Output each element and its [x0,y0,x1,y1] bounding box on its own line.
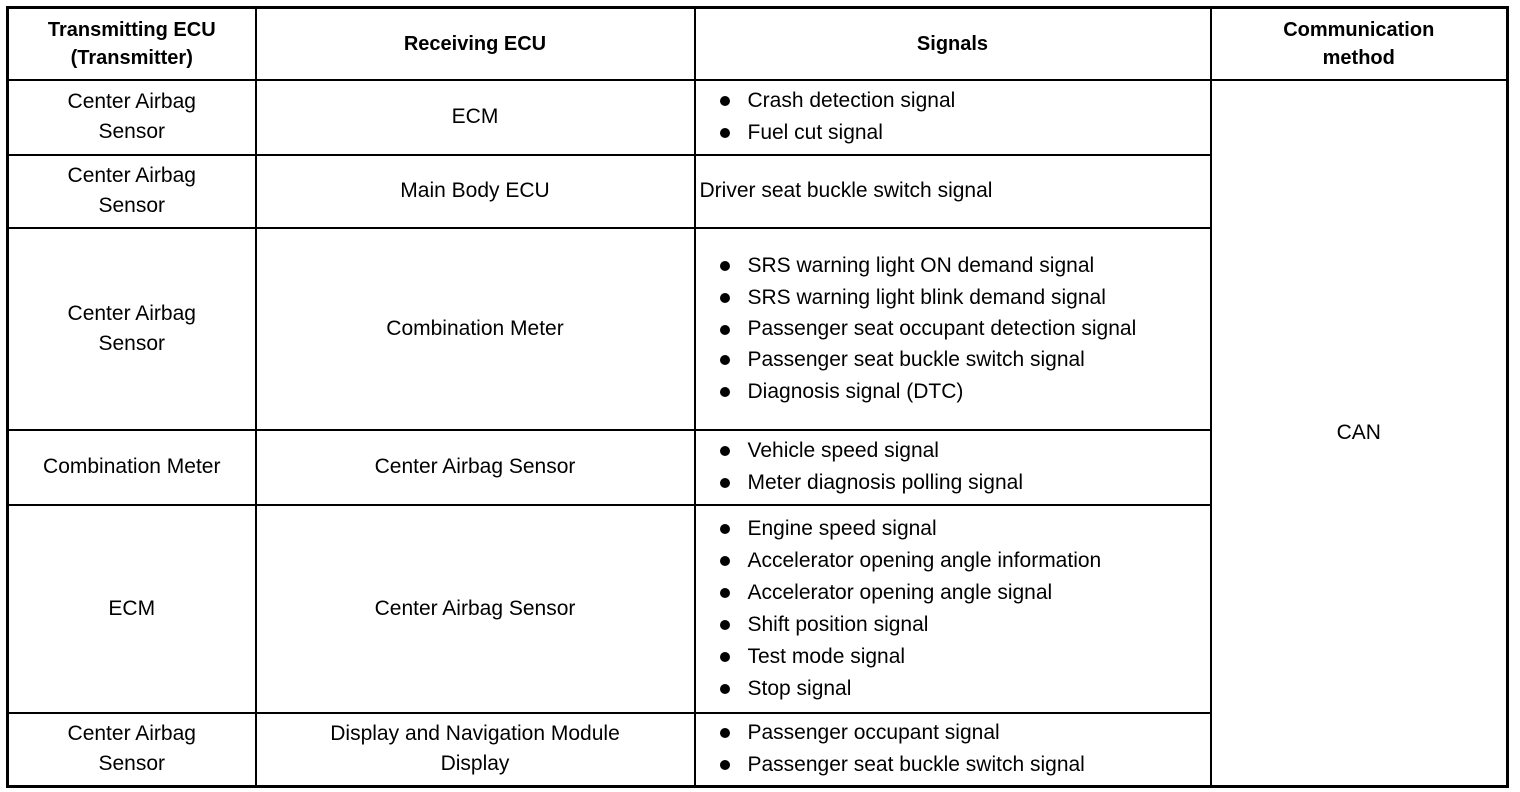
transmitter-line: Sensor [98,752,166,776]
signal-item [710,282,1210,314]
bullet-icon [720,556,730,566]
header-receiving-ecu: Receiving ECU [256,8,695,80]
header-transmitting-line1: Transmitting ECU [47,18,216,41]
signal-text: Stop signal [747,676,852,700]
receiver-line: Display and Navigation Module [330,722,620,746]
bullet-icon [720,128,730,138]
transmitter-line: Center Airbag [67,722,196,746]
header-method-line1: Communication [1283,18,1435,41]
header-transmitting-line2: (Transmitter) [70,46,193,69]
signal-list [696,435,1210,499]
signals-cell [695,80,1211,155]
signal-text: Passenger seat buckle switch signal [747,347,1085,371]
bullet-icon [720,588,730,598]
signal-item [710,717,1210,749]
receiver-cell [256,713,695,787]
receiver-cell: Center Airbag Sensor [256,505,695,713]
transmitter-cell [8,155,256,228]
transmitter-line: Sensor [98,120,166,143]
transmitter-cell [8,80,256,155]
signal-item [710,344,1210,376]
bullet-icon [720,760,730,770]
signal-item [710,513,1210,545]
receiver-line: Display [440,752,510,776]
transmitter-cell [8,228,256,430]
receiver-cell: Center Airbag Sensor [256,430,695,505]
signal-text: Test mode signal [747,644,906,668]
signal-list [696,717,1210,781]
bullet-icon [720,620,730,630]
transmitter-cell: ECM [8,505,256,713]
signals-cell: Driver seat buckle switch signal [695,155,1211,228]
bullet-icon [720,652,730,662]
signal-text: Meter diagnosis polling signal [747,471,1023,494]
communication-method-cell: CAN [1211,80,1508,787]
receiver-cell: Combination Meter [256,228,695,430]
signal-item [710,250,1210,282]
signal-text: Crash detection signal [747,89,956,112]
signal-list [696,513,1210,705]
bullet-icon [720,524,730,534]
bullet-icon [720,446,730,456]
transmitter-line: Sensor [98,331,166,355]
bullet-icon [720,96,730,106]
signal-text: SRS warning light ON demand signal [747,253,1095,277]
signal-text: SRS warning light blink demand signal [747,285,1106,309]
signals-cell [695,228,1211,430]
receiver-cell: Main Body ECU [256,155,695,228]
signal-text: Vehicle speed signal [747,439,939,462]
signal-text: Engine speed signal [747,516,937,540]
ecu-signal-table [6,6,1509,788]
signal-item [710,314,1210,344]
signals-cell [695,430,1211,505]
signal-list [696,85,1210,149]
signal-item [710,749,1210,781]
signal-text: Passenger seat buckle switch signal [747,753,1085,777]
signal-text: Diagnosis signal (DTC) [747,379,964,403]
signal-text: Passenger occupant signal [747,721,1000,745]
signal-item [710,467,1210,499]
receiver-cell: ECM [256,80,695,155]
header-method-line2: method [1322,46,1395,69]
signal-item [710,577,1210,609]
transmitter-line: Center Airbag [67,164,196,187]
signal-item [710,435,1210,467]
signal-text: Accelerator opening angle information [747,548,1102,572]
signal-text: Fuel cut signal [747,121,883,144]
signals-cell [695,713,1211,787]
header-row [8,8,1508,80]
bullet-icon [720,293,730,303]
table-row [8,80,1508,155]
bullet-icon [720,684,730,694]
transmitter-cell [8,713,256,787]
transmitter-line: Center Airbag [67,301,196,325]
bullet-icon [720,478,730,488]
signal-item [710,673,1210,705]
bullet-icon [720,261,730,271]
signal-item [710,545,1210,577]
header-communication-method [1211,8,1508,80]
signal-item [710,609,1210,641]
signal-text: Shift position signal [747,612,929,636]
signal-text: Accelerator opening angle signal [747,580,1053,604]
bullet-icon [720,387,730,397]
signal-text: Passenger seat occupant detection signal [747,316,1137,340]
signals-cell [695,505,1211,713]
signal-item [710,376,1210,408]
header-signals: Signals [695,8,1211,80]
signal-item [710,85,1210,117]
transmitter-cell: Combination Meter [8,430,256,505]
bullet-icon [720,325,730,335]
bullet-icon [720,355,730,365]
transmitter-line: Sensor [98,194,166,217]
header-transmitting-ecu [8,8,256,80]
signal-list [696,250,1210,408]
signal-item [710,117,1210,149]
signal-item [710,641,1210,673]
transmitter-line: Center Airbag [67,90,196,113]
bullet-icon [720,728,730,738]
